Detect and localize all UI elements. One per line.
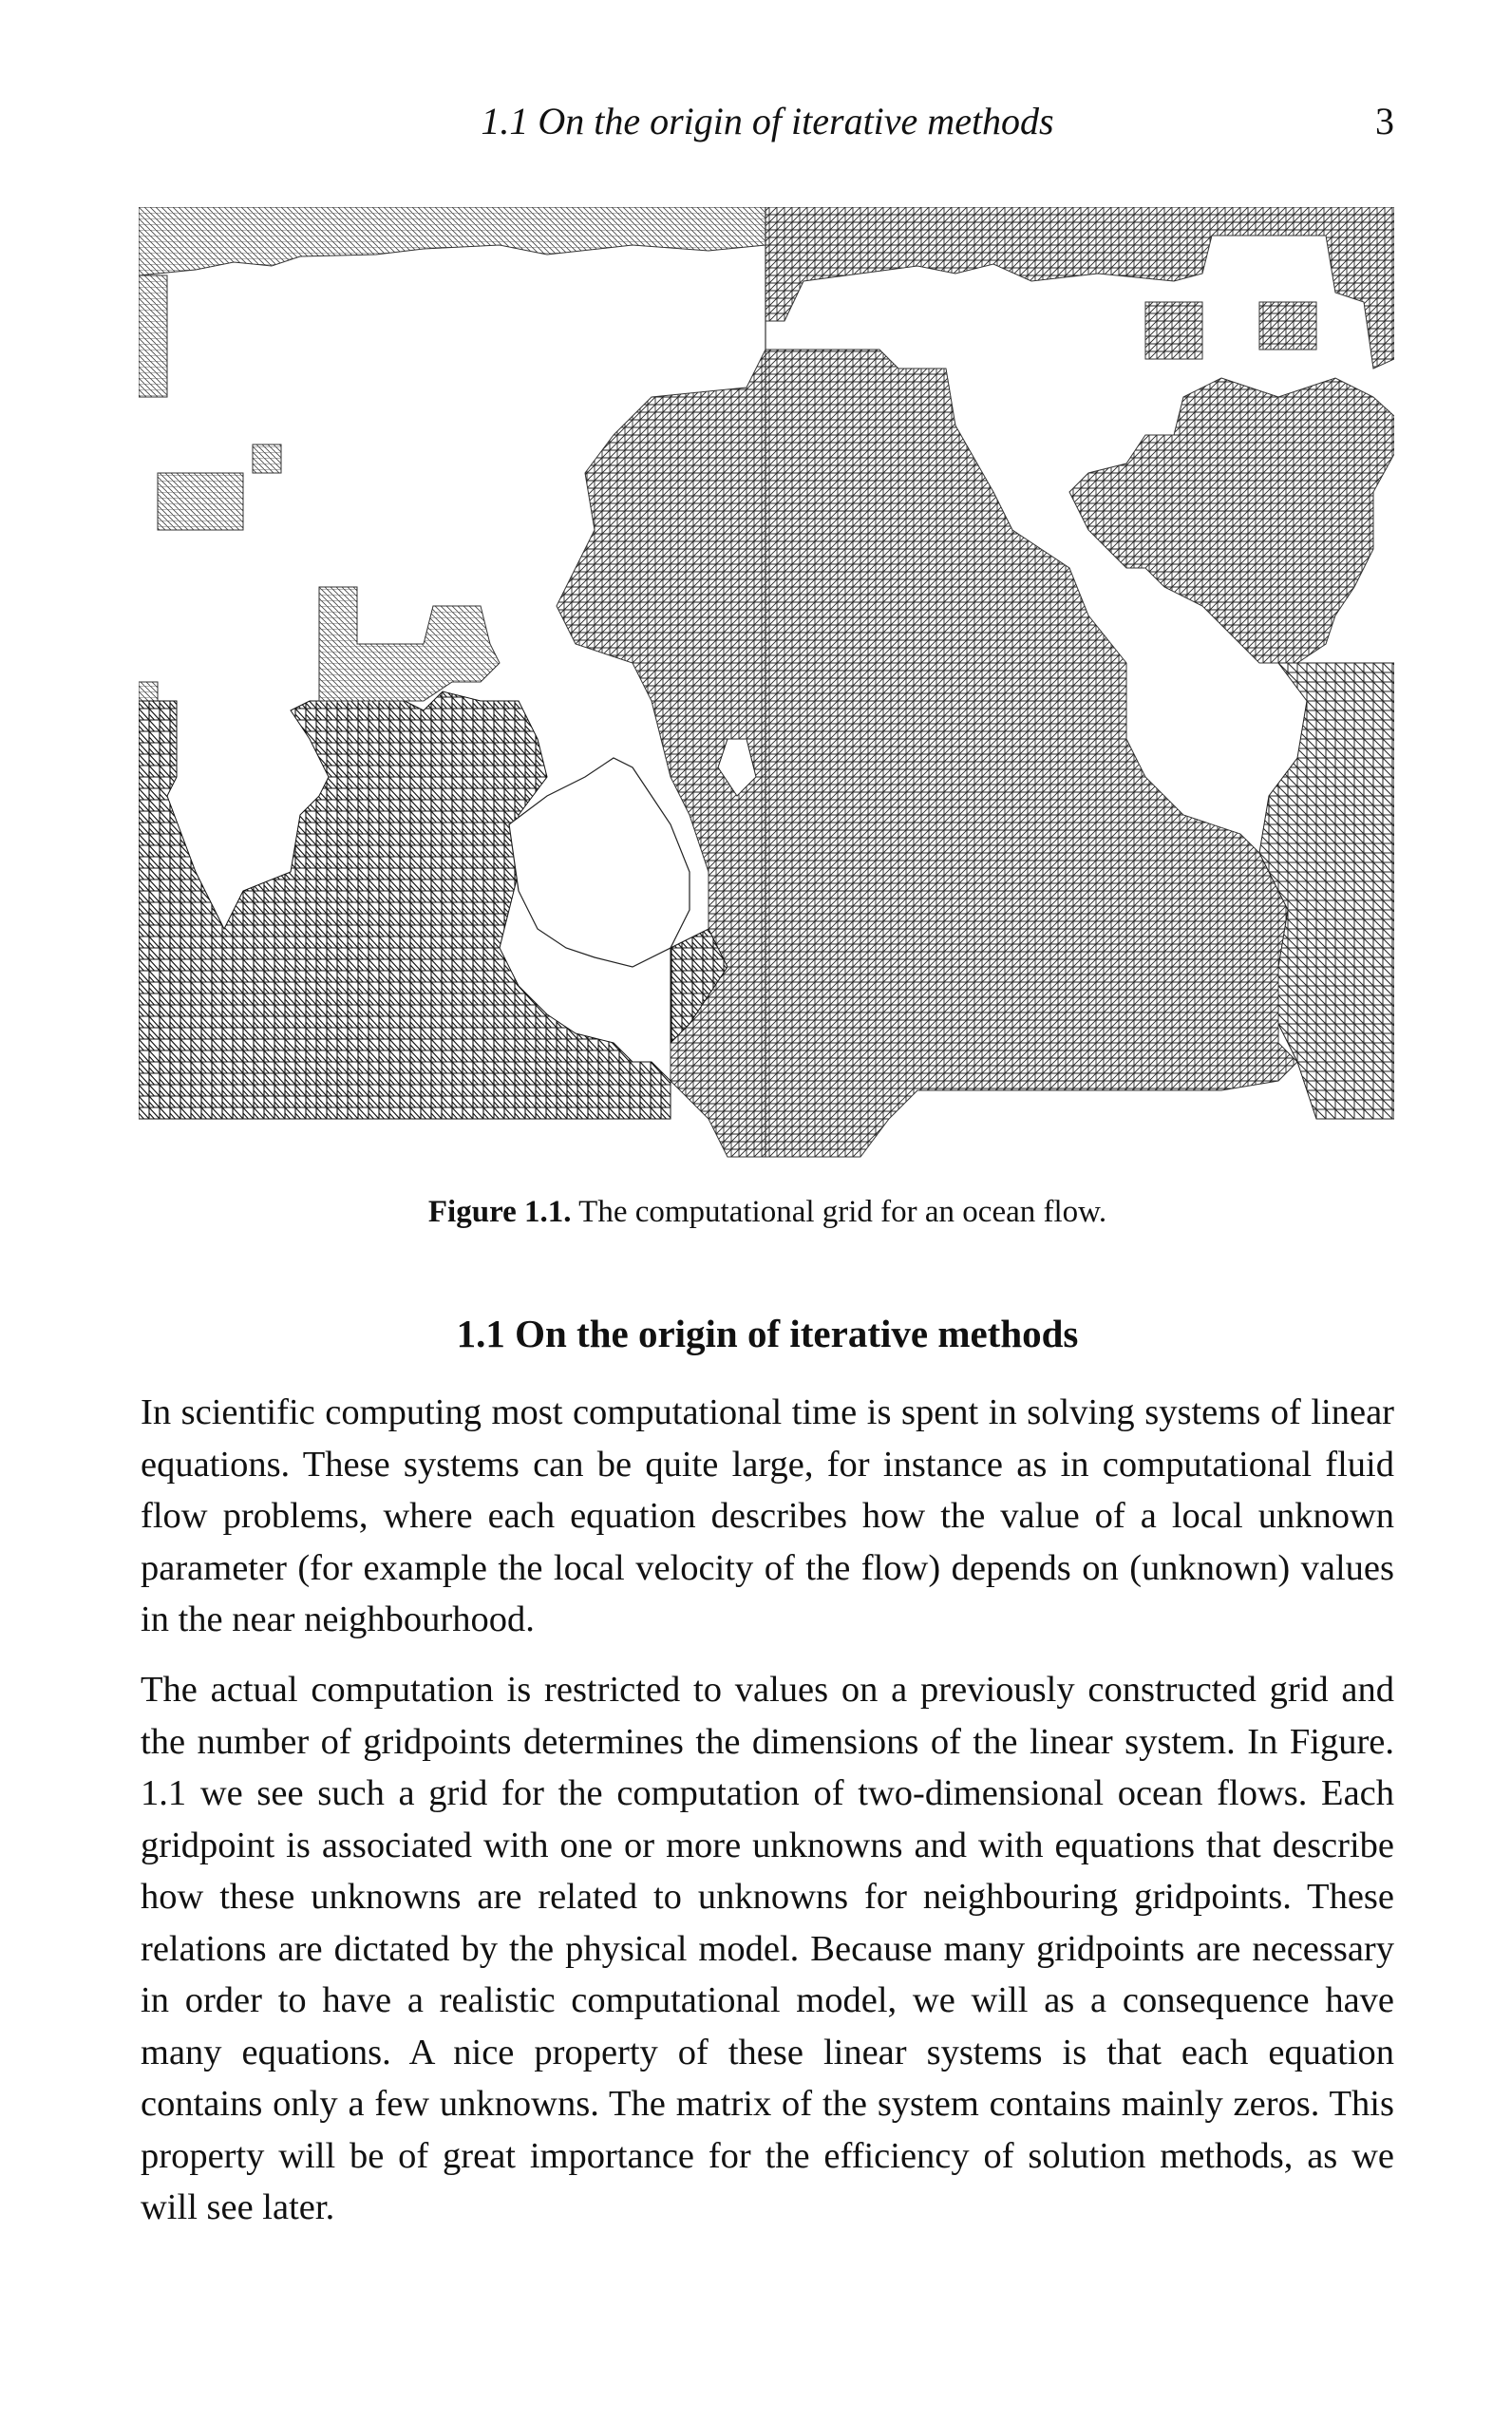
running-head-title: 1.1 On the origin of iterative methods — [481, 100, 1054, 142]
grid-region-fragment-3 — [139, 275, 167, 397]
grid-region-fragment-2 — [1259, 302, 1316, 350]
page-number: 3 — [1375, 100, 1394, 142]
section-heading: 1.1 On the origin of iterative methods — [456, 1312, 1079, 1355]
running-head — [141, 93, 1394, 150]
grid-region-fragment-4 — [158, 473, 243, 530]
body-paragraph-1: In scientific computing most computational time is spent in solving systems of linear equations. These systems can be quite large, for instance as in computational fluid flow problems, where each equation describes how the value of a local unknown parameter (for example the local velocity of the flow) depends on (unknown) values in the near neighbourhood. — [141, 1392, 1394, 1639]
grid-region-fragment-5 — [253, 445, 281, 473]
grid-region-fragment-1 — [1145, 302, 1202, 359]
grid-region-north-band — [139, 207, 765, 275]
figure-caption-text: The computational grid for an ocean flow. — [571, 1195, 1107, 1229]
grid-region-indian-north — [319, 587, 500, 701]
grid-region-fragment-6 — [139, 682, 158, 701]
body-paragraph-2: The actual computation is restricted to values on a previously constructed grid and the number of gridpoints determines the dimensions of the linear system. In Figure. 1.1 we see such a grid for the computation of two-dimensional ocean flows. Each gridpoint is associated with one or more unknowns and with equations that describe how these unknowns are related to unknowns for neighbouring gridpoints. These relations are dictated by the physical model. Because many gridpoints are necessary in order to have a realistic computational model, we will as a consequence have many equations. A nice property of these linear systems is that each equation contains only a few unknowns. The matrix of the system contains mainly zeros. This property will be of great importance for the efficiency of solution methods, as we will see later. — [141, 1670, 1394, 2227]
grid-region-east-pacific — [1069, 378, 1394, 663]
figure-caption-label: Figure 1.1. — [427, 1195, 572, 1229]
ocean-grid-figure — [139, 207, 1394, 1168]
figure-caption — [141, 1189, 1394, 1235]
ocean-grid-map — [139, 207, 1394, 1168]
